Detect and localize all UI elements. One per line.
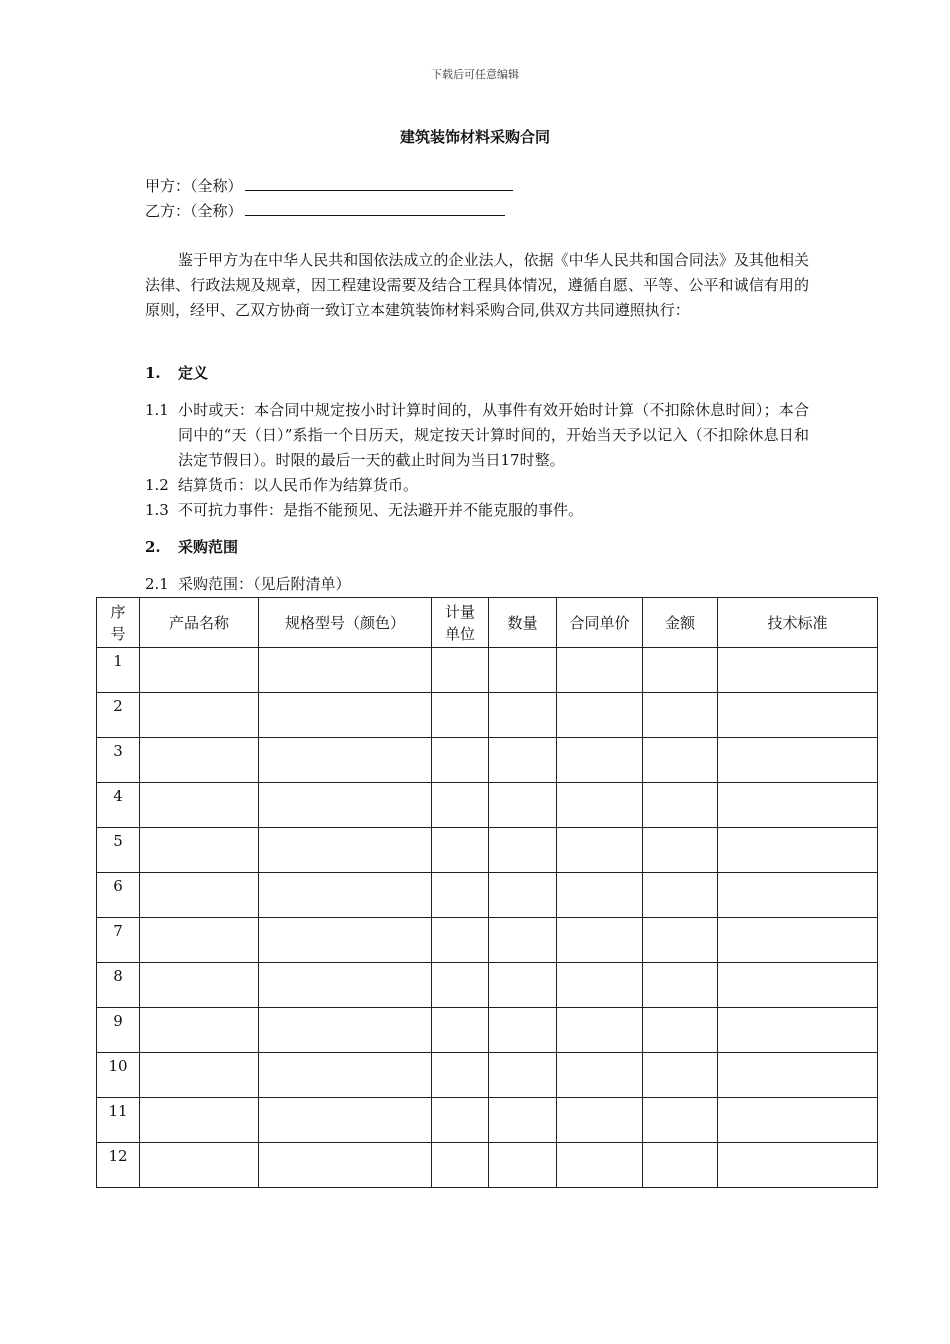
table-row <box>97 1053 878 1098</box>
table-row <box>97 1008 878 1053</box>
row-empty-cell <box>643 918 718 963</box>
row-empty-cell <box>718 828 878 873</box>
row-empty-cell <box>557 1143 643 1188</box>
row-empty-cell <box>259 828 432 873</box>
table-row <box>97 1143 878 1188</box>
row-empty-cell <box>489 873 557 918</box>
party-b-blank <box>245 200 505 216</box>
row-empty-cell <box>643 828 718 873</box>
row-empty-cell <box>259 693 432 738</box>
row-empty-cell <box>259 1098 432 1143</box>
clause-1-1-number: 1.1 <box>145 401 169 419</box>
row-empty-cell <box>432 1143 489 1188</box>
clause-1-2 <box>145 473 809 498</box>
row-empty-cell <box>140 738 259 783</box>
table-row <box>97 783 878 828</box>
header-tech-standard: 技术标准 <box>718 598 878 648</box>
row-empty-cell <box>489 963 557 1008</box>
row-seq-cell: 9 <box>97 1008 140 1053</box>
row-empty-cell <box>140 1008 259 1053</box>
row-empty-cell <box>643 873 718 918</box>
purchase-items-table <box>96 597 878 1188</box>
row-empty-cell <box>259 1008 432 1053</box>
row-seq-cell: 4 <box>97 783 140 828</box>
clause-2-1 <box>145 572 809 597</box>
row-empty-cell <box>557 918 643 963</box>
row-empty-cell <box>140 648 259 693</box>
header-spec: 规格型号（颜色） <box>259 598 432 648</box>
row-seq-cell: 7 <box>97 918 140 963</box>
row-empty-cell <box>489 783 557 828</box>
row-empty-cell <box>489 1053 557 1098</box>
clause-1-2-text: 结算货币：以人民币作为结算货币。 <box>178 476 419 494</box>
header-quantity: 数量 <box>489 598 557 648</box>
row-empty-cell <box>557 648 643 693</box>
row-empty-cell <box>489 1098 557 1143</box>
section-1-heading <box>145 362 208 384</box>
party-b-label: 乙方：（全称） <box>145 202 243 220</box>
intro-paragraph: 鉴于甲方为在中华人民共和国依法成立的企业法人，依据《中华人民共和国合同法》及其他相关法律、行政法规及规章，因工程建设需要及结合工程具体情况，遵循自愿、平等、公平和诚信有用的原则，经甲、乙双方协商一致订立本建筑装饰材料采购合同,供双方共同遵照执行： <box>145 251 809 319</box>
row-empty-cell <box>643 1143 718 1188</box>
row-empty-cell <box>643 648 718 693</box>
row-empty-cell <box>557 1098 643 1143</box>
row-empty-cell <box>432 1008 489 1053</box>
row-seq-cell: 6 <box>97 873 140 918</box>
row-empty-cell <box>718 693 878 738</box>
row-empty-cell <box>432 738 489 783</box>
row-empty-cell <box>140 783 259 828</box>
header-seq: 序 号 <box>97 598 140 648</box>
row-empty-cell <box>259 783 432 828</box>
row-empty-cell <box>140 873 259 918</box>
row-seq-cell: 2 <box>97 693 140 738</box>
row-empty-cell <box>718 873 878 918</box>
clause-1-3 <box>145 498 809 523</box>
row-empty-cell <box>140 963 259 1008</box>
section-2-heading <box>145 536 238 558</box>
section-2-number: 2. <box>145 538 161 556</box>
row-empty-cell <box>432 648 489 693</box>
clause-1-3-text: 不可抗力事件：是指不能预见、无法避开并不能克服的事件。 <box>178 501 584 519</box>
row-empty-cell <box>259 738 432 783</box>
row-empty-cell <box>432 783 489 828</box>
table-header-row <box>97 598 878 648</box>
header-note: 下载后可任意编辑 <box>431 68 519 81</box>
row-empty-cell <box>557 1053 643 1098</box>
row-seq-cell: 1 <box>97 648 140 693</box>
row-empty-cell <box>432 1098 489 1143</box>
table-row <box>97 828 878 873</box>
row-empty-cell <box>643 783 718 828</box>
header-product-name: 产品名称 <box>140 598 259 648</box>
clause-2-1-number: 2.1 <box>145 575 169 593</box>
row-empty-cell <box>140 1053 259 1098</box>
row-seq-cell: 3 <box>97 738 140 783</box>
table-row <box>97 963 878 1008</box>
row-empty-cell <box>557 963 643 1008</box>
clause-1-1-text: 小时或天：本合同中规定按小时计算时间的，从事件有效开始时计算（不扣除休息时间）；本合同中的“天（日）”系指一个日历天，规定按天计算时间的，开始当天予以记入（不扣除休息日和法定节假日）。时限的最后一天的截止时间为当日17时整。 <box>178 401 809 469</box>
clause-1-3-number: 1.3 <box>145 501 169 519</box>
row-empty-cell <box>140 918 259 963</box>
section-2-title: 采购范围 <box>178 538 239 556</box>
document-title: 建筑装饰材料采购合同 <box>399 128 550 146</box>
party-a-blank <box>245 175 513 191</box>
header-unit: 计量 单位 <box>432 598 489 648</box>
row-empty-cell <box>140 693 259 738</box>
section-1-number: 1. <box>145 364 161 382</box>
row-empty-cell <box>489 693 557 738</box>
row-empty-cell <box>718 1098 878 1143</box>
party-a-label: 甲方：（全称） <box>145 177 243 195</box>
row-empty-cell <box>489 1008 557 1053</box>
row-empty-cell <box>489 648 557 693</box>
party-b-line <box>145 200 505 222</box>
row-empty-cell <box>259 963 432 1008</box>
row-seq-cell: 8 <box>97 963 140 1008</box>
row-empty-cell <box>718 918 878 963</box>
row-empty-cell <box>557 1008 643 1053</box>
row-empty-cell <box>140 1143 259 1188</box>
table-row <box>97 648 878 693</box>
row-empty-cell <box>557 738 643 783</box>
row-empty-cell <box>140 1098 259 1143</box>
row-empty-cell <box>140 828 259 873</box>
row-empty-cell <box>718 1143 878 1188</box>
row-empty-cell <box>489 738 557 783</box>
table-row <box>97 693 878 738</box>
row-empty-cell <box>259 1053 432 1098</box>
row-empty-cell <box>718 783 878 828</box>
row-empty-cell <box>432 918 489 963</box>
row-empty-cell <box>432 873 489 918</box>
section-1-title: 定义 <box>178 364 209 382</box>
row-empty-cell <box>718 1053 878 1098</box>
party-a-line <box>145 175 513 197</box>
row-empty-cell <box>557 828 643 873</box>
row-empty-cell <box>259 1143 432 1188</box>
row-empty-cell <box>718 1008 878 1053</box>
row-empty-cell <box>432 963 489 1008</box>
row-empty-cell <box>718 648 878 693</box>
clause-2-1-text: 采购范围：（见后附清单） <box>178 575 351 593</box>
row-empty-cell <box>432 1053 489 1098</box>
row-empty-cell <box>489 1143 557 1188</box>
row-empty-cell <box>643 963 718 1008</box>
row-empty-cell <box>259 873 432 918</box>
table-row <box>97 738 878 783</box>
row-seq-cell: 12 <box>97 1143 140 1188</box>
row-empty-cell <box>259 648 432 693</box>
table-row <box>97 873 878 918</box>
row-seq-cell: 11 <box>97 1098 140 1143</box>
row-empty-cell <box>643 693 718 738</box>
row-empty-cell <box>643 738 718 783</box>
clause-1-2-number: 1.2 <box>145 476 169 494</box>
row-empty-cell <box>557 783 643 828</box>
row-empty-cell <box>259 918 432 963</box>
row-empty-cell <box>643 1098 718 1143</box>
clause-1-1 <box>145 398 809 473</box>
row-empty-cell <box>432 693 489 738</box>
row-seq-cell: 10 <box>97 1053 140 1098</box>
header-unit-price: 合同单价 <box>557 598 643 648</box>
row-empty-cell <box>557 873 643 918</box>
row-empty-cell <box>432 828 489 873</box>
row-empty-cell <box>643 1008 718 1053</box>
row-seq-cell: 5 <box>97 828 140 873</box>
row-empty-cell <box>489 918 557 963</box>
header-amount: 金额 <box>643 598 718 648</box>
table-row <box>97 1098 878 1143</box>
row-empty-cell <box>643 1053 718 1098</box>
table-row <box>97 918 878 963</box>
row-empty-cell <box>718 738 878 783</box>
row-empty-cell <box>489 828 557 873</box>
row-empty-cell <box>718 963 878 1008</box>
row-empty-cell <box>557 693 643 738</box>
